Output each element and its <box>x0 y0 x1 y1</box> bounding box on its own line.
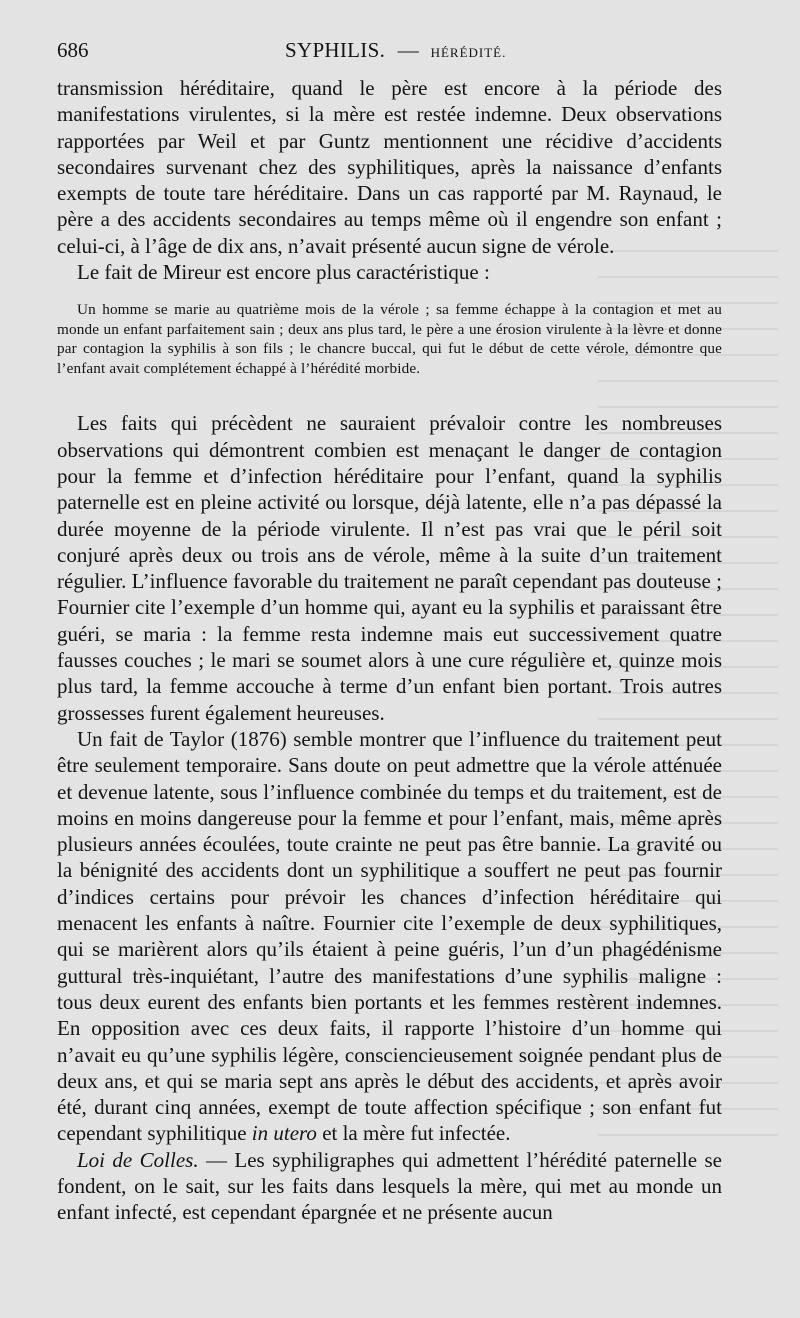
in-utero-italic: in utero <box>251 1121 317 1146</box>
running-title <box>285 38 506 63</box>
body-text <box>57 75 722 1226</box>
running-title-separator: — <box>397 38 420 62</box>
section-lead-in: Loi de Colles. <box>77 1147 199 1172</box>
taylor-text-2: et la mère fut infectée. <box>316 1121 511 1146</box>
paragraph-mireur-intro: Le fait de Mireur est encore plus caractéristique : <box>77 260 490 285</box>
colles-text: — Les syphiligraphes qui admettent l’hérédité paternelle se fondent, on le sait, sur les faits dans lesquels la mère, qui met au monde un enfant infecté, est cependant épargnée et ne présente aucun <box>57 1147 722 1225</box>
paragraph-taylor <box>57 726 722 1147</box>
page-number: 686 <box>57 38 89 62</box>
running-header <box>57 38 722 68</box>
taylor-text-1: Un fait de Taylor (1876) semble montrer que l’influence du traitement peut être seulement temporaire. Sans doute on peut admettre que la vérole atténuée et devenue latente, sous l’influence combinée du temps et du traitement, est de moins en moins dangereuse pour la femme et pour l’enfant, mais, même après plusieurs années écoulées, toute crainte ne peut pas être bannie. La gravité ou la bénignité des accidents dont un syphilitique a souffert ne peut pas fournir d’indices certains pour prévoir les chances d’infection héréditaire qui menacent les enfants à naître. Fournier cite l’exemple de deux syphilitiques, qui se marièrent alors qu’ils étaient à peine guéris, l’un d’un phagédénisme guttural très-inquiétant, l’autre des manifestations d’une syphilis maligne : tous deux eurent des enfants bien portants et les femmes restèrent indemnes. En opposition avec ces deux faits, il rapporte l’histoire d’un homme qui n’avait eu qu’une syphilis légère, consciencieusement soignée pendant plus de deux ans, et qui se maria sept ans après le début des accidents, et après avoir été, durant cinq années, exempt de toute affection spécifique ; son enfant fut cependant syphilitique <box>57 726 722 1146</box>
quoted-observation: Un homme se marie au quatrième mois de la vérole ; sa femme échappe à la contagion et met au monde un enfant parfaitement sain ; deux ans plus tard, le père a une érosion virulente à la lèvre et donne par contagion la syphilis à son fils ; le chancre buccal, qui fut le début de cette vérole, démontre que l’enfant avait complétement échappé à l’hérédité morbide. <box>57 301 722 377</box>
paragraph-loi-de-colles <box>57 1147 722 1226</box>
paragraph-contagion-danger: Les faits qui précèdent ne sauraient prévaloir contre les nombreuses observations qui démontrent combien est menaçant le danger de contagion pour la femme et d’infection héréditaire pour l’enfant, quand la syphilis paternelle est en pleine activité ou lorsque, déjà latente, elle n’a pas dépassé la durée moyenne de la période virulente. Il n’est pas vrai que le péril soit conjuré après deux ou trois ans de vérole, même à la suite d’un traitement régulier. L’influence favorable du traitement ne paraît cependant pas douteuse ; Fournier cite l’exemple d’un homme qui, ayant eu la syphilis et paraissant être guéri, se maria : la femme resta indemne mais eut successivement quatre fausses couches ; le mari se soumet alors à une cure régulière et, quinze mois plus tard, la femme accouche à terme d’un enfant bien portant. Trois autres grossesses furent également heureuses. <box>57 411 722 725</box>
paragraph-continued: transmission héréditaire, quand le père est encore à la période des manifestations virulentes, si la mère est restée indemne. Deux observations rapportées par Weil et par Guntz mentionnent une récidive d’accidents secondaires survenant chez des syphilitiques, après la naissance d’enfants exempts de toute tare héréditaire. Dans un cas rapporté par M. Raynaud, le père a des accidents secondaires au temps même où il engendre son enfant ; celui-ci, à l’âge de dix ans, n’avait présenté aucun signe de vérole. <box>57 76 722 258</box>
running-title-subtitle: HÉRÉDITÉ. <box>430 45 507 60</box>
running-title-main: SYPHILIS. <box>285 38 386 62</box>
